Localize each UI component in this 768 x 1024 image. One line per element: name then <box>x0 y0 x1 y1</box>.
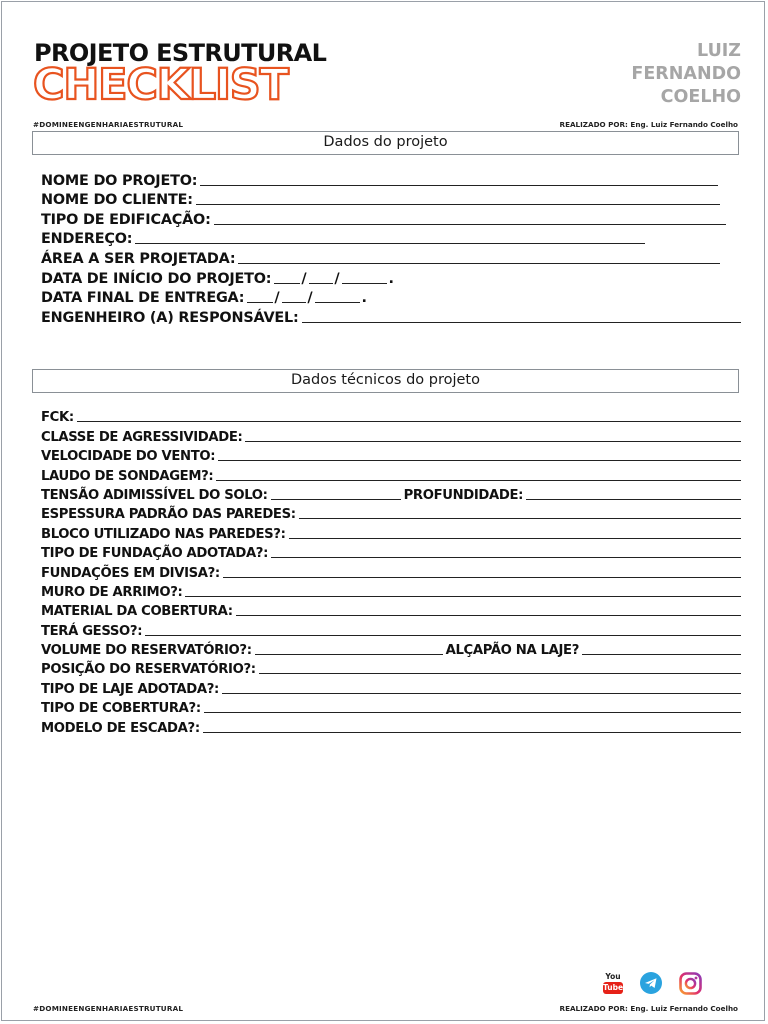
field-tipo-fundacao[interactable] <box>41 542 741 561</box>
field-label: TIPO DE EDIFICAÇÃO: <box>41 211 211 228</box>
field-nome-cliente[interactable] <box>41 189 741 209</box>
fill-line[interactable] <box>223 577 741 578</box>
field-classe-agressividade[interactable] <box>41 425 741 444</box>
fill-line[interactable] <box>216 480 741 481</box>
fill-line[interactable] <box>204 712 741 713</box>
fill-line[interactable] <box>196 204 720 205</box>
field-label: VOLUME DO RESERVATÓRIO?: <box>41 643 252 659</box>
fill-line[interactable] <box>200 185 718 186</box>
field-tipo-cobertura[interactable] <box>41 697 741 716</box>
field-label: TERÁ GESSO?: <box>41 623 143 639</box>
fill-line[interactable] <box>185 596 741 597</box>
fill-line[interactable] <box>145 635 741 636</box>
author-line: COELHO <box>660 87 741 107</box>
fill-line[interactable] <box>526 499 741 500</box>
field-label: MATERIAL DA COBERTURA: <box>41 604 233 620</box>
field-label: ENDEREÇO: <box>41 231 133 248</box>
fill-line[interactable] <box>214 224 726 225</box>
field-label: MODELO DE ESCADA?: <box>41 720 200 736</box>
field-label: FCK: <box>41 410 74 426</box>
author-name <box>631 40 741 109</box>
date-day-line[interactable] <box>274 283 300 284</box>
document-title-checklist: CHECKLIST <box>33 60 288 110</box>
date-separator: / <box>301 270 307 287</box>
field-material-cobertura[interactable] <box>41 600 741 619</box>
field-label-profundidade: PROFUNDIDADE: <box>403 487 524 503</box>
field-data-final[interactable] <box>41 287 741 307</box>
field-label-alcapao: ALÇAPÃO NA LAJE? <box>445 643 579 659</box>
field-label: ÁREA A SER PROJETADA: <box>41 250 236 267</box>
field-fundacoes-divisa[interactable] <box>41 561 741 580</box>
field-label: MURO DE ARRIMO?: <box>41 584 183 600</box>
telegram-plane-icon <box>640 972 662 994</box>
field-label: CLASSE DE AGRESSIVIDADE: <box>41 429 243 445</box>
header-realizado: REALIZADO POR: Eng. Luiz Fernando Coelho <box>559 120 738 129</box>
field-fck[interactable] <box>41 406 741 425</box>
fill-line[interactable] <box>135 243 645 244</box>
date-month-line[interactable] <box>309 283 333 284</box>
field-label: DATA DE INÍCIO DO PROJETO: <box>41 270 272 287</box>
field-tensao-solo[interactable] <box>41 484 741 503</box>
fill-line[interactable] <box>302 322 741 323</box>
date-year-line[interactable] <box>315 302 360 303</box>
fill-line[interactable] <box>289 538 742 539</box>
instagram-glyph-icon <box>679 972 702 995</box>
field-engenheiro[interactable] <box>41 306 741 326</box>
date-end: . <box>388 270 394 287</box>
section-title-dados-projeto: Dados do projeto <box>32 131 739 155</box>
date-end: . <box>361 290 367 307</box>
field-label: NOME DO PROJETO: <box>41 172 198 189</box>
field-espessura-paredes[interactable] <box>41 503 741 522</box>
date-day-line[interactable] <box>247 302 273 303</box>
date-separator: / <box>334 270 340 287</box>
field-muro-arrimo[interactable] <box>41 581 741 600</box>
field-label: TIPO DE LAJE ADOTADA?: <box>41 681 219 697</box>
youtube-icon-top: You <box>603 972 623 982</box>
field-label: TIPO DE COBERTURA?: <box>41 701 201 717</box>
field-data-inicio[interactable] <box>41 267 741 287</box>
youtube-icon-bottom: Tube <box>603 983 624 992</box>
field-nome-projeto[interactable] <box>41 169 741 189</box>
fill-line[interactable] <box>255 654 443 655</box>
field-endereco[interactable] <box>41 228 741 248</box>
fill-line[interactable] <box>271 557 741 558</box>
field-label: ENGENHEIRO (A) RESPONSÁVEL: <box>41 309 299 326</box>
field-tipo-laje[interactable] <box>41 677 741 696</box>
fill-line[interactable] <box>259 673 741 674</box>
footer-realizado: REALIZADO POR: Eng. Luiz Fernando Coelho <box>559 1004 738 1013</box>
field-laudo-sondagem[interactable] <box>41 464 741 483</box>
field-posicao-reservatorio[interactable] <box>41 658 741 677</box>
fill-line[interactable] <box>218 460 741 461</box>
field-label: POSIÇÃO DO RESERVATÓRIO?: <box>41 662 256 678</box>
fill-line[interactable] <box>222 693 741 694</box>
field-label: VELOCIDADE DO VENTO: <box>41 449 216 465</box>
fill-line[interactable] <box>271 499 401 500</box>
field-bloco-paredes[interactable] <box>41 522 741 541</box>
field-label: NOME DO CLIENTE: <box>41 192 193 209</box>
field-tipo-edificacao[interactable] <box>41 208 741 228</box>
author-line: LUIZ <box>697 41 741 61</box>
field-modelo-escada[interactable] <box>41 716 741 735</box>
field-label: ESPESSURA PADRÃO DAS PAREDES: <box>41 507 296 523</box>
header-hashtag: #DOMINEENGENHARIAESTRUTURAL <box>33 120 184 129</box>
date-separator: / <box>307 290 313 307</box>
date-year-line[interactable] <box>342 283 387 284</box>
field-velocidade-vento[interactable] <box>41 445 741 464</box>
youtube-icon[interactable] <box>603 972 623 994</box>
field-label: LAUDO DE SONDAGEM?: <box>41 468 214 484</box>
technical-data-fields <box>41 406 741 736</box>
fill-line[interactable] <box>245 441 741 442</box>
fill-line[interactable] <box>236 615 741 616</box>
field-label: TENSÃO ADIMISSÍVEL DO SOLO: <box>41 487 268 503</box>
date-month-line[interactable] <box>282 302 306 303</box>
fill-line[interactable] <box>299 518 741 519</box>
fill-line[interactable] <box>582 654 741 655</box>
instagram-icon[interactable] <box>679 972 702 995</box>
field-label: FUNDAÇÕES EM DIVISA?: <box>41 565 220 581</box>
project-data-fields <box>41 169 741 326</box>
section-title-dados-tecnicos: Dados técnicos do projeto <box>32 369 739 393</box>
telegram-icon[interactable] <box>640 972 662 994</box>
fill-line[interactable] <box>238 263 720 264</box>
field-label: DATA FINAL DE ENTREGA: <box>41 290 245 307</box>
field-gesso[interactable] <box>41 619 741 638</box>
document-title-top: PROJETO ESTRUTURAL <box>34 39 327 67</box>
author-line: FERNANDO <box>631 64 741 84</box>
fill-line[interactable] <box>203 732 741 733</box>
field-area-projetada[interactable] <box>41 247 741 267</box>
field-label: BLOCO UTILIZADO NAS PAREDES?: <box>41 526 286 542</box>
fill-line[interactable] <box>77 421 741 422</box>
footer-hashtag: #DOMINEENGENHARIAESTRUTURAL <box>33 1004 184 1013</box>
date-separator: / <box>274 290 280 307</box>
field-volume-reservatorio[interactable] <box>41 639 741 658</box>
field-label: TIPO DE FUNDAÇÃO ADOTADA?: <box>41 546 269 562</box>
